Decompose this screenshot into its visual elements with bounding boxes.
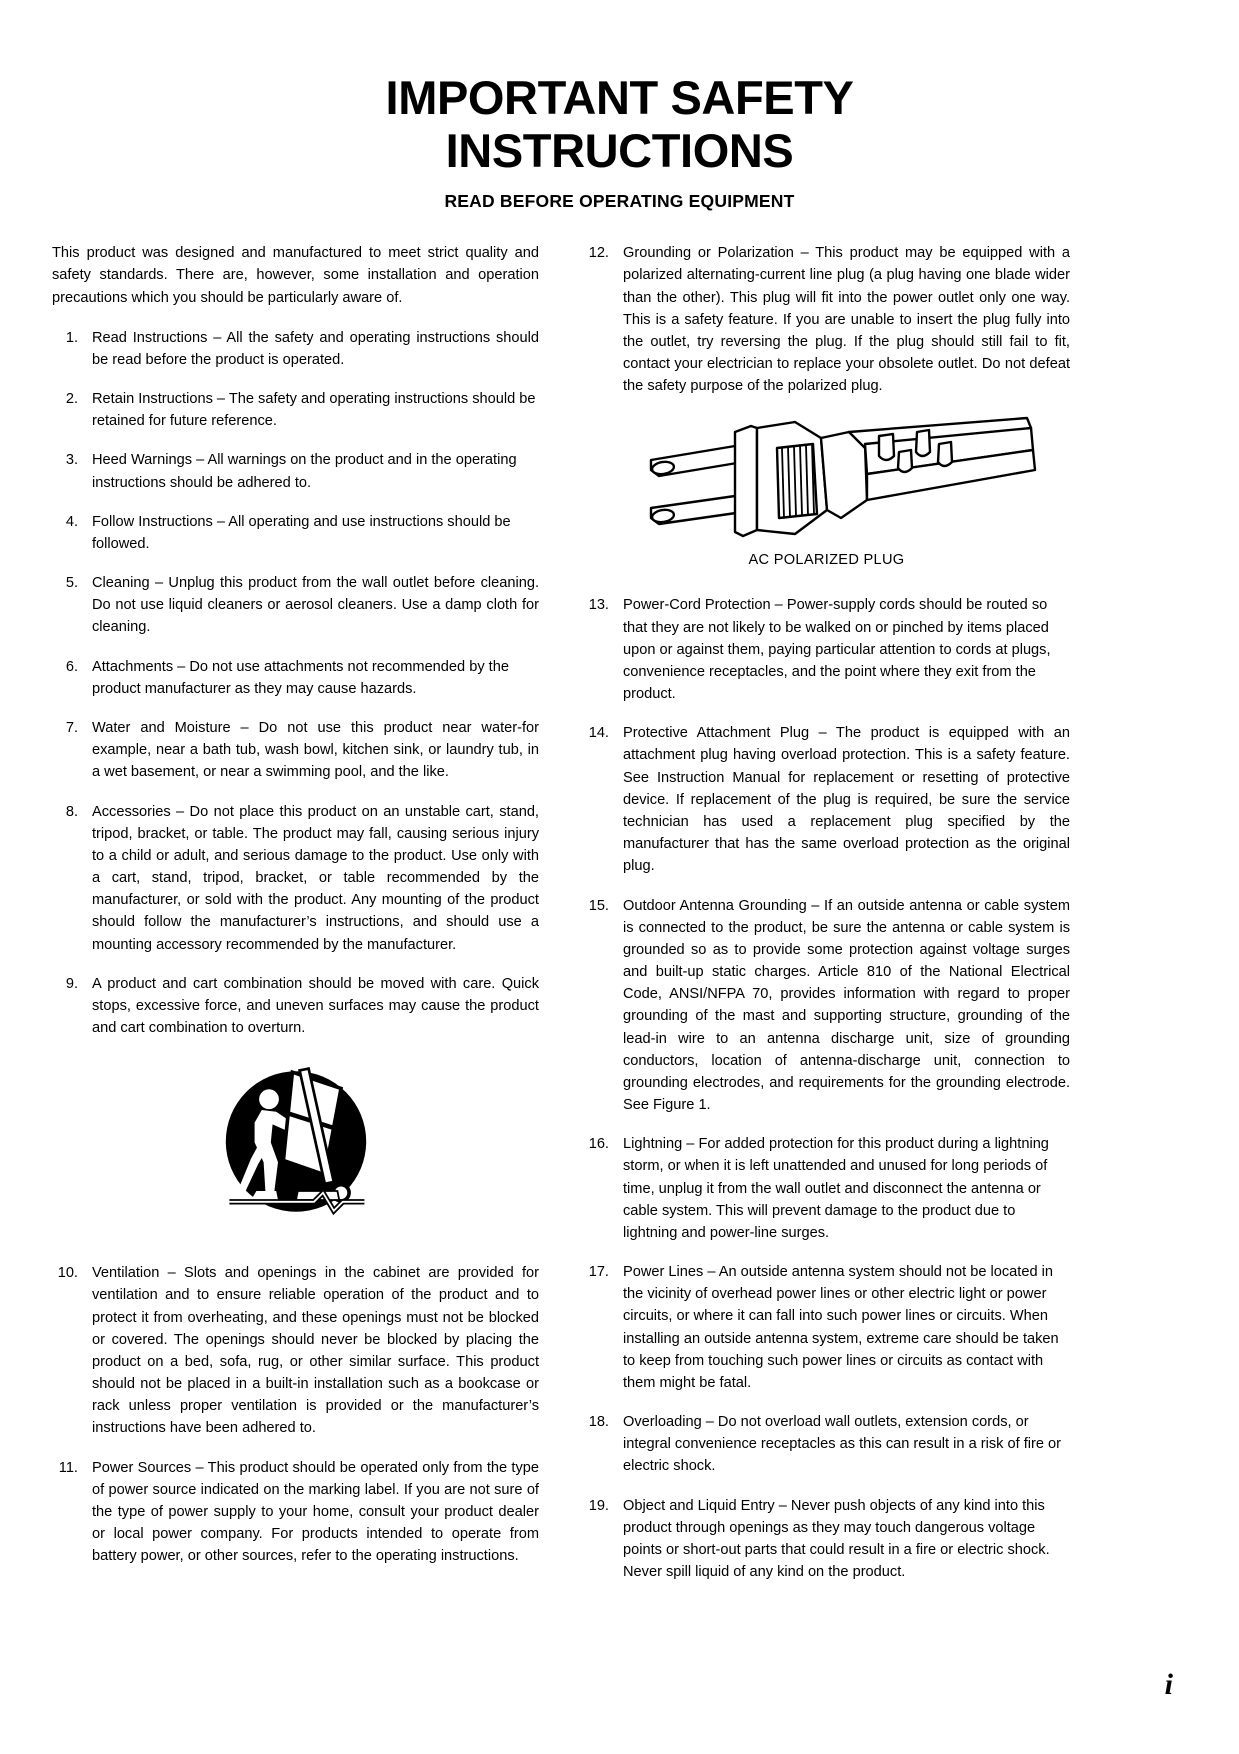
list-item-text: Outdoor Antenna Grounding – If an outside antenna or cable system is connected to the product, be sure the antenna or cable system is grounded so as to provide some protection against voltage surges and built-up static charges. Article 810 of the National Electrical Code, ANSI/NFPA 70, provides information with regard to proper grounding of the mast and supporting structure, grounding of the lead-in wire to an antenna discharge unit, size of grounding conductors, location of antenna-discharge unit, connection to grounding electrodes, and requirements for the grounding electrode. See Figure 1.: [623, 897, 1070, 1114]
list-item: [52, 717, 539, 784]
left-column: [52, 242, 539, 1600]
list-item-number: 17.: [588, 1264, 609, 1281]
page-title-line-2: INSTRUCTIONS: [445, 123, 794, 177]
safety-list-right-top: [583, 242, 1070, 397]
list-item: [52, 801, 539, 956]
list-item-text: Attachments – Do not use attachments not recommended by the product manufacturer as they may cause hazards.: [92, 658, 509, 697]
safety-list-right: [583, 594, 1070, 1583]
list-item-number: 15.: [588, 897, 609, 914]
list-item: [52, 656, 539, 700]
list-item-number: 13.: [588, 597, 609, 614]
list-item-number: 16.: [588, 1136, 609, 1153]
list-item-text: Power Lines – An outside antenna system should not be located in the vicinity of overhead power lines or other electric light or power circuits, or where it can fall into such power lines or circuits. When installing an outside antenna system, extreme care should be taken to keep from touching such power lines or circuits as contact with them might be fatal.: [623, 1264, 1059, 1391]
intro-paragraph: This product was designed and manufactured to meet strict quality and safety standards. There are, however, some installation and operation precautions which you should be particularly aware of.: [52, 245, 539, 306]
list-item: [583, 1261, 1070, 1394]
list-item: [583, 895, 1070, 1117]
cart-warning-icon: [206, 1056, 386, 1236]
list-item-number: 5.: [65, 575, 78, 592]
safety-list-left-continued: [52, 1262, 539, 1567]
list-item-text: Follow Instructions – All operating and use instructions should be followed.: [92, 513, 511, 552]
list-item-number: 10.: [57, 1265, 78, 1282]
list-item-text: Water and Moisture – Do not use this product near water-for example, near a bath tub, wash bowl, kitchen sink, or laundry tub, in a wet basement, or near a swimming pool, and the like.: [92, 720, 539, 781]
list-item-text: Cleaning – Unplug this product from the wall outlet before cleaning. Do not use liquid cleaners or aerosol cleaners. Use a damp cloth for cleaning.: [92, 575, 539, 636]
list-item-number: 19.: [588, 1497, 609, 1514]
page-title-line-1: IMPORTANT SAFETY: [385, 71, 854, 124]
list-item: [583, 1411, 1070, 1478]
list-item-number: 11.: [58, 1459, 78, 1476]
page-number: i: [1164, 1668, 1173, 1701]
list-item-text: Power-Cord Protection – Power-supply cords should be routed so that they are not likely to be walked on or pinched by items placed upon or against them, paying particular attention to cords at plugs, convenience receptacles, and the point where they exit from the product.: [623, 597, 1051, 703]
list-item-number: 1.: [65, 329, 78, 346]
list-item: [52, 1262, 539, 1439]
cart-warning-symbol: [52, 1056, 539, 1236]
list-item-number: 9.: [65, 975, 78, 992]
page-title: [270, 72, 970, 177]
list-item: [52, 327, 539, 371]
list-item: [583, 594, 1070, 705]
list-item-number: 4.: [65, 513, 78, 530]
list-item: [52, 973, 539, 1040]
list-item: [52, 388, 539, 432]
list-item-number: 2.: [65, 391, 78, 408]
list-item-number: 3.: [65, 452, 78, 469]
list-item: [52, 449, 539, 493]
ac-polarized-plug-illustration: [583, 414, 1070, 568]
list-item-text: Read Instructions – All the safety and operating instructions should be read before the product is operated.: [92, 329, 539, 368]
list-item-text: Accessories – Do not place this product on an unstable cart, stand, tripod, bracket, or table. The product may fall, causing serious injury to a child or adult, and serious damage to the product. Use only with a cart, stand, tripod, bracket, or table recommended by the manufacturer, or sold with the product. Any mounting of the product should follow the manufacturer’s instructions, and should use a mounting accessory recommended by the manufacturer.: [92, 803, 539, 953]
safety-list-left: [52, 327, 539, 1039]
list-item-text: Overloading – Do not overload wall outlets, extension cords, or integral convenience receptacles as this can result in a risk of fire or electric shock.: [623, 1414, 1062, 1475]
page-header: [0, 0, 1239, 212]
ac-plug-icon: [617, 414, 1037, 544]
list-item-number: 18.: [588, 1414, 609, 1431]
two-column-body: [0, 212, 1239, 1600]
list-item: [583, 242, 1070, 397]
list-item: [52, 1457, 539, 1568]
list-item-text: Grounding or Polarization – This product may be equipped with a polarized alternating-current line plug (a plug having one blade wider than the other). This plug will fit into the power outlet only one way. This is a safety feature. If you are unable to insert the plug fully into the outlet, try reversing the plug. If the plug should still fail to fit, contact your electrician to replace your obsolete outlet. Do not defeat the safety purpose of the polarized plug.: [623, 245, 1070, 395]
list-item: [52, 572, 539, 639]
list-item: [52, 511, 539, 555]
list-item-text: Object and Liquid Entry – Never push objects of any kind into this product through openings as they may touch dangerous voltage points or short-out parts that could result in a fire or electric shock. Never spill liquid of any kind on the product.: [623, 1497, 1050, 1581]
list-item-number: 8.: [65, 803, 78, 820]
page-subtitle: READ BEFORE OPERATING EQUIPMENT: [444, 191, 795, 212]
list-item: [583, 1133, 1070, 1244]
list-item-text: Lightning – For added protection for this product during a lightning storm, or when it is left unattended and unused for long periods of time, unplug it from the wall outlet and disconnect the antenna or cable system. This will prevent damage to the product due to lightning and power-line surges.: [623, 1136, 1049, 1241]
list-item-number: 14.: [588, 725, 609, 742]
list-item-number: 6.: [65, 658, 78, 675]
list-item-number: 7.: [65, 720, 78, 736]
list-item-text: Ventilation – Slots and openings in the cabinet are provided for ventilation and to ensure reliable operation of the product and to protect it from overheating, and these openings must not be blocked or covered. The openings should never be blocked by placing the product on a bed, sofa, rug, or other similar surface. This product should not be placed in a built-in installation such as a bookcase or rack unless proper ventilation is provided or the manufacturer’s instructions have been adhered to.: [92, 1265, 539, 1437]
list-item-text: Power Sources – This product should be operated only from the type of power source indicated on the marking label. If you are not sure of the type of power supply to your home, consult your product dealer or local power company. For products intended to operate from battery power, or other sources, refer to the operating instructions.: [92, 1459, 539, 1565]
right-column: [583, 242, 1070, 1600]
list-item: [583, 722, 1070, 877]
list-item-text: Heed Warnings – All warnings on the product and in the operating instructions should be adhered to.: [92, 452, 517, 491]
figure-caption: AC POLARIZED PLUG: [748, 552, 905, 569]
list-item: [583, 1495, 1070, 1584]
list-item-text: A product and cart combination should be moved with care. Quick stops, excessive force, and uneven surfaces may cause the product and cart combination to overturn.: [92, 975, 539, 1037]
list-item-text: Protective Attachment Plug – The product is equipped with an attachment plug having overload protection. This is a safety feature. See Instruction Manual for replacement or resetting of protective device. If replacement of the plug is required, be sure the service technician has used a replacement plug specified by the manufacturer that has the same overload protection as the original plug.: [623, 725, 1070, 875]
list-item-number: 12.: [588, 245, 609, 262]
list-item-text: Retain Instructions – The safety and operating instructions should be retained for future reference.: [92, 391, 536, 430]
